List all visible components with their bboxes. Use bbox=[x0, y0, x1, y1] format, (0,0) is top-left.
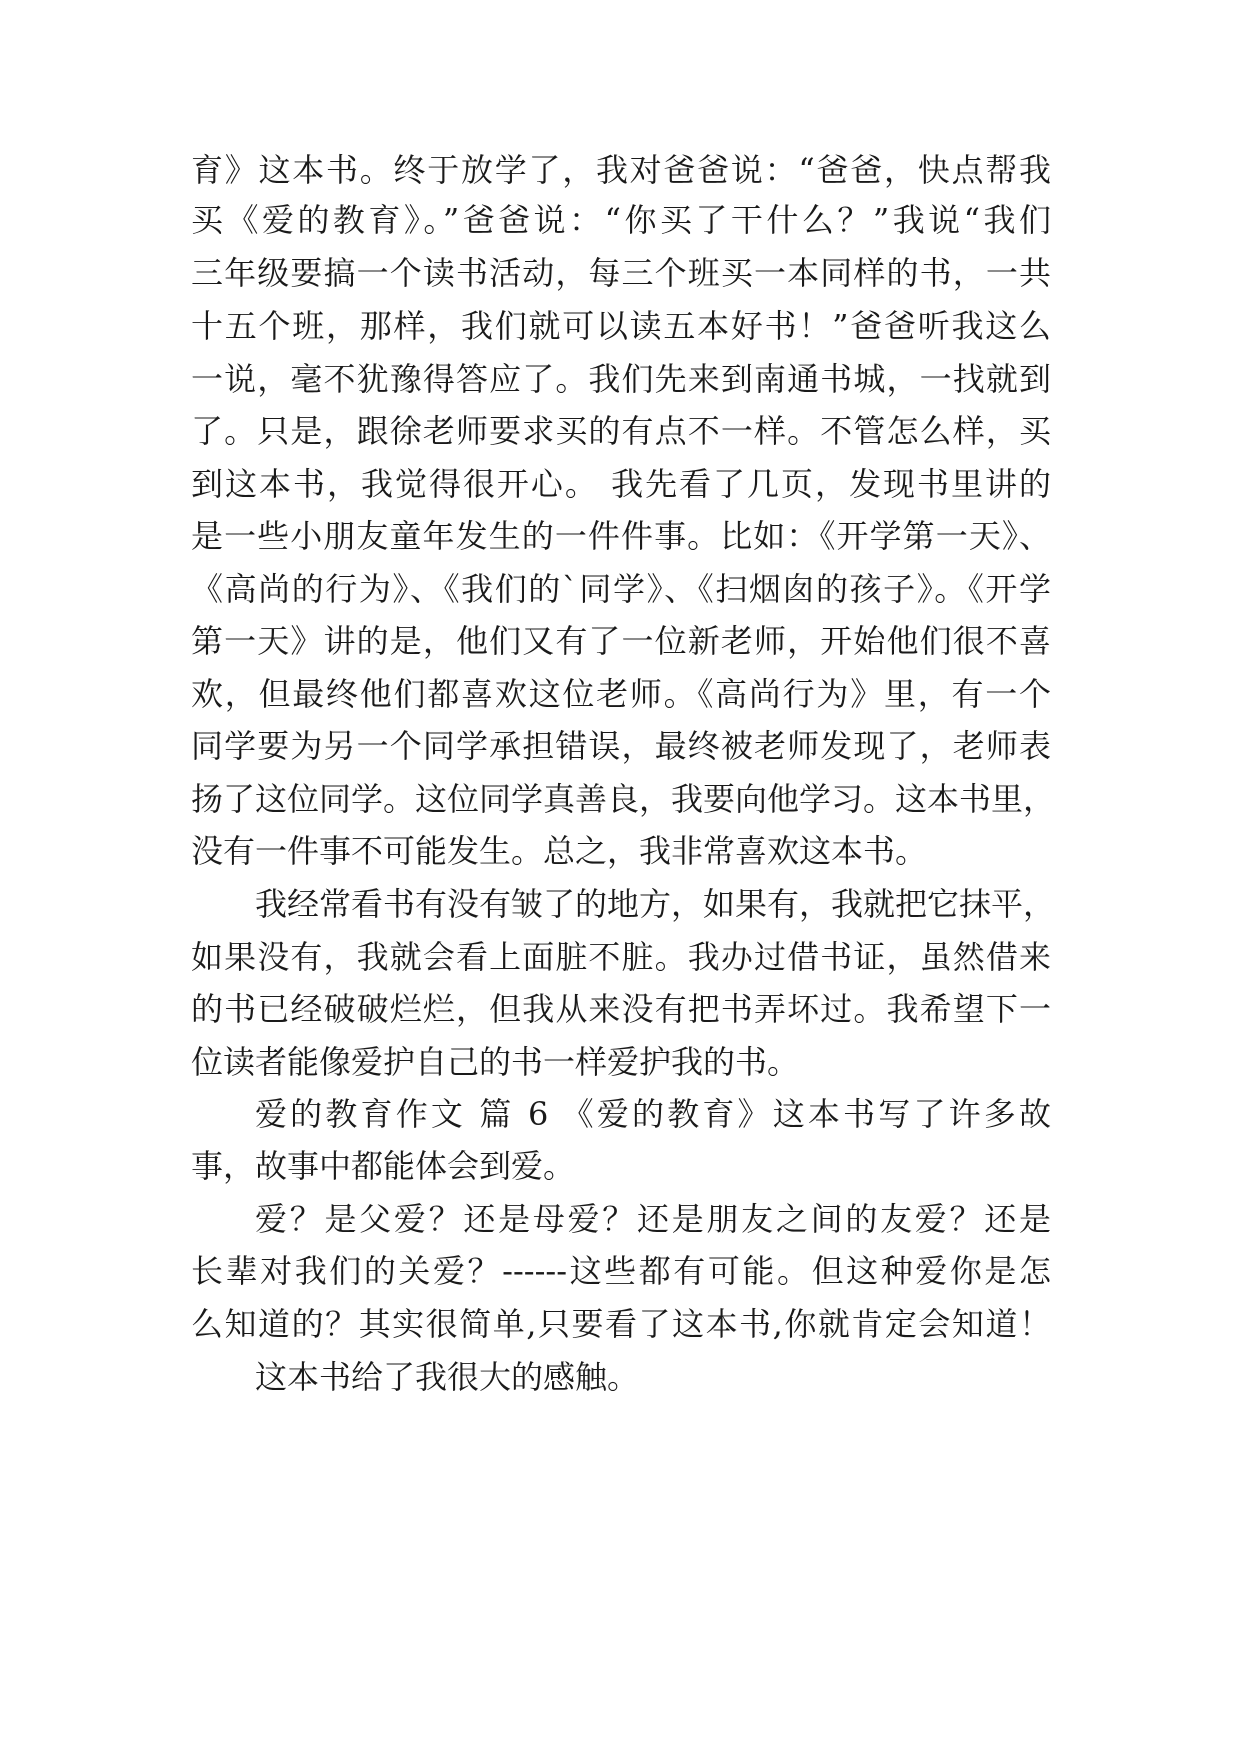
text-line: 十五个班，那样，我们就可以读五本好书！”爸爸听我这么 bbox=[191, 307, 1051, 345]
text-line: 到这本书，我觉得很开心。 我先看了几页，发现书里讲的 bbox=[191, 465, 1051, 503]
text-line: 欢，但最终他们都喜欢这位老师。《高尚行为》里，有一个 bbox=[191, 675, 1051, 713]
text-line: 《高尚的行为》、《我们的`同学》、《扫烟囱的孩子》。《开学 bbox=[191, 570, 1051, 608]
text-line: 如果没有，我就会看上面脏不脏。我办过借书证，虽然借来 bbox=[191, 938, 1051, 976]
text-line: 了。只是，跟徐老师要求买的有点不一样。不管怎么样，买 bbox=[191, 412, 1051, 450]
text-line: 爱？是父爱？还是母爱？还是朋友之间的友爱？还是 bbox=[255, 1200, 1051, 1238]
text-line: 的书已经破破烂烂，但我从来没有把书弄坏过。我希望下一 bbox=[191, 990, 1051, 1028]
text-line: 事，故事中都能体会到爱。 bbox=[191, 1147, 576, 1185]
section-heading-line: 爱的教育作文 篇 6 《爱的教育》这本书写了许多故 bbox=[255, 1095, 1051, 1133]
text-line: 我经常看书有没有皱了的地方，如果有，我就把它抹平， bbox=[255, 885, 1056, 923]
text-line: 同学要为另一个同学承担错误，最终被老师发现了，老师表 bbox=[191, 727, 1051, 765]
text-line: 买《爱的教育》。”爸爸说：“你买了干什么？”我说“我们 bbox=[191, 201, 1051, 239]
text-line: 没有一件事不可能发生。总之，我非常喜欢这本书。 bbox=[191, 832, 928, 870]
text-line: 一说，毫不犹豫得答应了。我们先来到南通书城，一找就到 bbox=[191, 360, 1051, 398]
text-line: 么知道的？其实很简单,只要看了这本书,你就肯定会知道！ bbox=[191, 1305, 1051, 1343]
text-line: 位读者能像爱护自己的书一样爱护我的书。 bbox=[191, 1043, 800, 1081]
text-line: 是一些小朋友童年发生的一件件事。比如：《开学第一天》、 bbox=[191, 517, 1051, 555]
text-line: 这本书给了我很大的感触。 bbox=[255, 1358, 640, 1396]
text-line: 育》这本书。终于放学了，我对爸爸说：“爸爸，快点帮我 bbox=[191, 151, 1051, 189]
text-line: 扬了这位同学。这位同学真善良，我要向他学习。这本书里， bbox=[191, 780, 1056, 818]
text-line: 长辈对我们的关爱？------这些都有可能。但这种爱你是怎 bbox=[191, 1252, 1051, 1290]
text-line: 三年级要搞一个读书活动，每三个班买一本同样的书，一共 bbox=[191, 254, 1051, 292]
text-line: 第一天》讲的是，他们又有了一位新老师，开始他们很不喜 bbox=[191, 622, 1051, 660]
